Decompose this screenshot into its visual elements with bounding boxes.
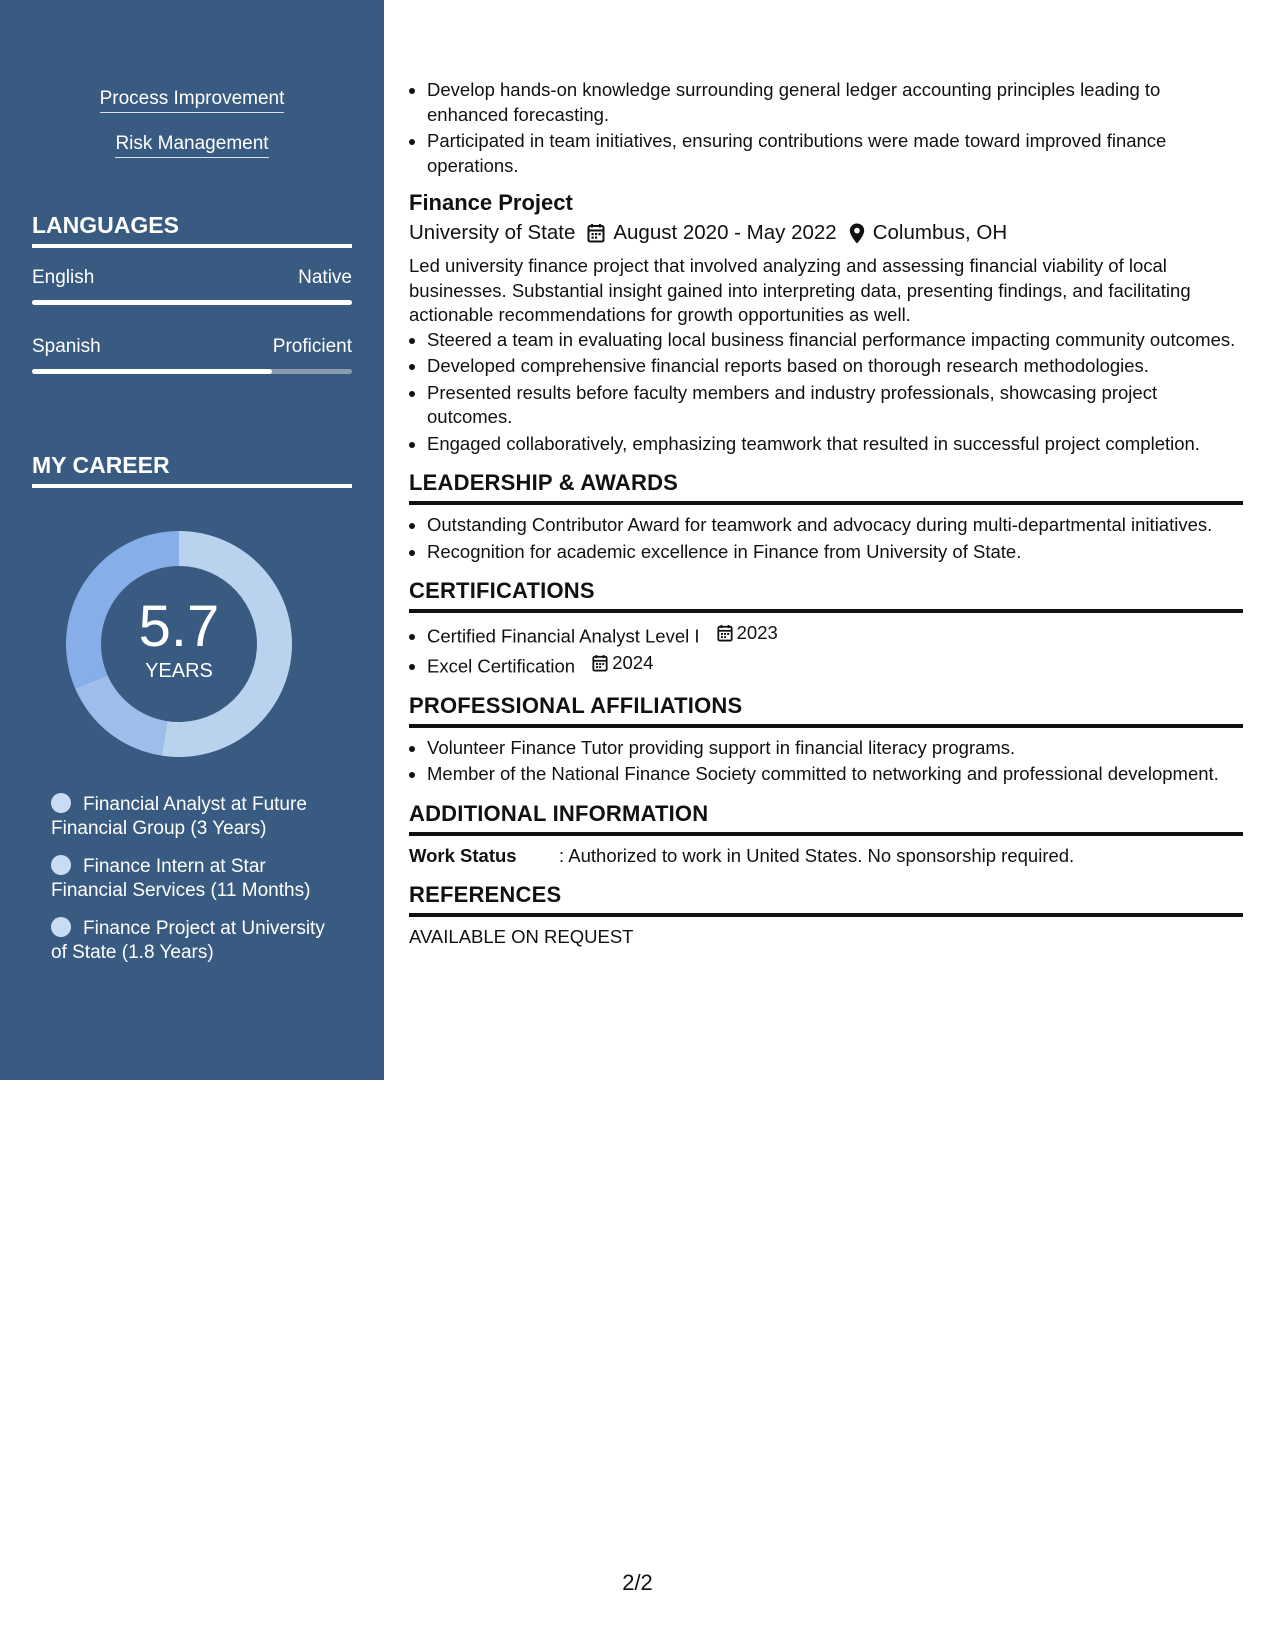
list-item: • Participated in team initiatives, ensuring contributions were made toward improved finance operations. <box>427 129 1243 178</box>
work-status-value: : Authorized to work in United States. No sponsorship required. <box>559 844 1075 866</box>
calendar-icon <box>717 624 733 642</box>
career-dot-icon <box>51 917 71 937</box>
career-item-label: Financial Analyst at Future Financial Group (3 Years) <box>51 794 307 839</box>
language-level: Native <box>298 267 352 288</box>
language-level: Proficient <box>272 336 352 357</box>
certification-name: Certified Financial Analyst Level I <box>427 625 700 647</box>
certification-name: Excel Certification <box>427 655 576 676</box>
career-item <box>51 917 341 965</box>
career-item <box>51 855 341 903</box>
skill-label: Process Improvement <box>100 88 285 113</box>
career-years-unit: YEARS <box>145 659 213 682</box>
career-item-label: Finance Project at University of State (1.8 Years) <box>51 918 325 963</box>
list-item: • Develop hands-on knowledge surrounding general ledger accounting principles leading to enhanced forecasting. <box>427 78 1243 127</box>
career-total-years: 5.7 <box>138 593 220 659</box>
skill-risk-management <box>0 133 384 155</box>
language-english <box>32 267 352 289</box>
list-item: • Presented results before faculty members and industry professionals, showcasing project outcomes. <box>427 381 1243 430</box>
additional-info-heading: ADDITIONAL INFORMATION <box>409 799 1243 836</box>
career-donut-chart <box>66 531 292 757</box>
language-bar-spanish <box>32 369 352 374</box>
certification-date <box>717 621 778 646</box>
list-item: • Developed comprehensive financial reports based on thorough research methodologies. <box>427 354 1243 379</box>
references-text: AVAILABLE ON REQUEST <box>409 926 634 947</box>
list-item: • Outstanding Contributor Award for teamwork and advocacy during multi-departmental initiatives. <box>427 513 1243 538</box>
list-item: • Steered a team in evaluating local business financial performance impacting community outcomes. <box>427 328 1243 353</box>
list-item <box>427 621 1243 649</box>
list-item: • Engaged collaboratively, emphasizing teamwork that resulted in successful project completion. <box>427 432 1243 457</box>
list-item: • Recognition for academic excellence in Finance from University of State. <box>427 540 1243 565</box>
list-item <box>427 651 1243 679</box>
sidebar <box>0 0 384 1080</box>
project-org: University of State <box>409 221 576 244</box>
page-number: 2/2 <box>622 1570 653 1595</box>
project-location: Columbus, OH <box>872 221 1008 244</box>
certification-year: 2023 <box>736 622 778 643</box>
certification-year: 2024 <box>612 651 654 673</box>
affiliations-list <box>409 736 1243 787</box>
career-item-label: Finance Intern at Star Financial Services (11 Months) <box>51 856 311 901</box>
certifications-list <box>409 621 1243 679</box>
main-content <box>409 78 1243 950</box>
location-pin-icon <box>849 223 865 244</box>
career-dot-icon <box>51 855 71 875</box>
project-description: Led university finance project that involved analyzing and assessing financial viability of local businesses. Substantial insight gained into interpreting data, presenting findings, and facilitating actionable recommendations for growth opportunities as well. <box>409 255 1191 325</box>
career-donut-center <box>66 531 292 757</box>
language-bar-english <box>32 300 352 305</box>
career-heading: MY CAREER <box>32 452 352 488</box>
references-heading: REFERENCES <box>409 880 1243 917</box>
project-title: Finance Project <box>409 190 573 215</box>
project-meta <box>409 218 1243 248</box>
list-item: • Member of the National Finance Society committed to networking and professional development. <box>427 762 1243 787</box>
skill-process-improvement <box>0 88 384 110</box>
language-spanish <box>32 336 352 358</box>
language-bar-fill <box>32 369 272 374</box>
leadership-list <box>409 513 1243 564</box>
previous-role-bullets <box>409 78 1243 178</box>
skill-label: Risk Management <box>115 133 268 158</box>
certifications-heading: CERTIFICATIONS <box>409 576 1243 613</box>
project-dates: August 2020 - May 2022 <box>613 221 837 244</box>
language-name: English <box>32 267 95 288</box>
project-bullets <box>409 328 1243 457</box>
calendar-icon <box>587 223 605 243</box>
affiliations-heading: PROFESSIONAL AFFILIATIONS <box>409 691 1243 728</box>
work-status-label: Work Status <box>409 844 517 866</box>
career-item <box>51 793 341 841</box>
career-dot-icon <box>51 793 71 813</box>
work-status-row <box>409 844 1243 869</box>
certification-date <box>592 651 653 676</box>
list-item: • Volunteer Finance Tutor providing support in financial literacy programs. <box>427 736 1243 761</box>
calendar-icon <box>592 654 608 672</box>
languages-heading: LANGUAGES <box>32 212 352 248</box>
language-bar-fill <box>32 300 352 305</box>
leadership-heading: LEADERSHIP & AWARDS <box>409 468 1243 505</box>
language-name: Spanish <box>32 336 101 357</box>
